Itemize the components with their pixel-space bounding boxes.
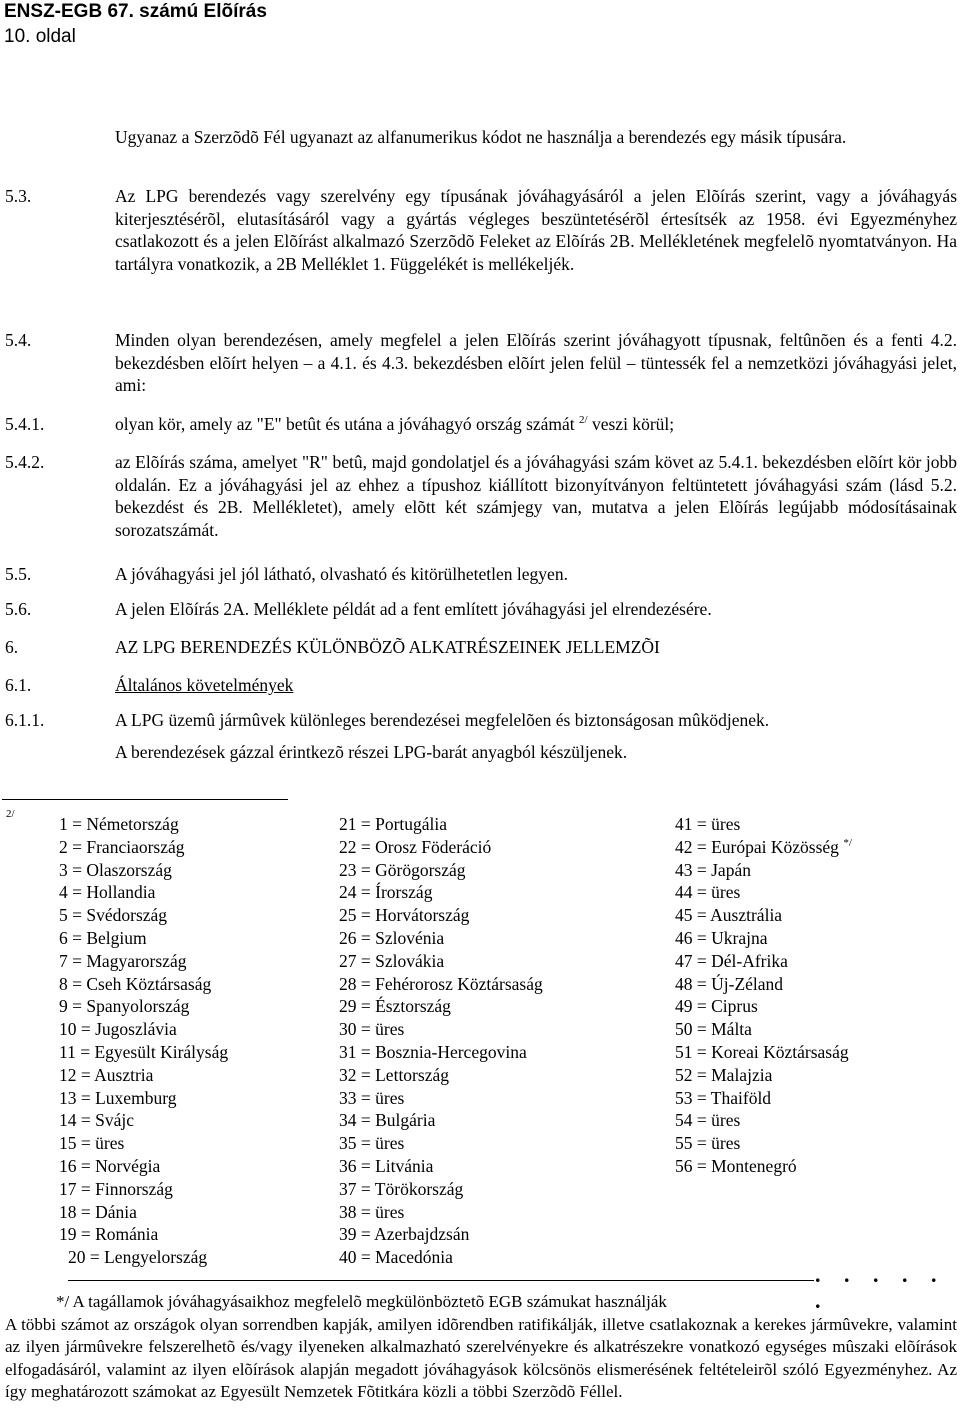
paragraph-number: 5.3.	[5, 186, 32, 206]
country-code-text: 2 = Franciaország	[59, 836, 185, 857]
country-code-entry	[675, 1109, 852, 1132]
country-code-entry	[339, 995, 543, 1018]
country-code-entry	[339, 1155, 543, 1178]
paragraph-number: 5.4.1.	[5, 414, 45, 434]
country-code-text: 47 = Dél-Afrika	[675, 950, 788, 971]
country-code-entry	[339, 1246, 543, 1269]
footnote-mark: 2/	[6, 808, 15, 820]
country-code-text: 22 = Orosz Föderáció	[339, 836, 492, 857]
country-code-text: 14 = Svájc	[59, 1110, 134, 1131]
country-code-entry	[675, 859, 852, 882]
country-code-entry	[59, 904, 228, 927]
footnote-reference[interactable]: */	[843, 836, 852, 849]
country-code-text: 19 = Románia	[59, 1224, 159, 1245]
country-code-text: 54 = üres	[675, 1110, 741, 1131]
footnote-separator	[2, 799, 288, 800]
country-code-entry	[59, 1087, 228, 1110]
country-code-text: 34 = Bulgária	[339, 1110, 436, 1131]
paragraph-number: 5.6.	[5, 599, 32, 619]
paragraph-number: 5.5.	[5, 564, 32, 584]
country-code-entry	[59, 1155, 228, 1178]
paragraph-number: 5.4.2.	[5, 452, 45, 472]
country-code-entry	[675, 813, 852, 836]
paragraph-text: az Elõírás száma, amelyet "R" betû, majd gondolatjel és a jóváhagyási szám követ az 5.4.1. bekezdésben elõírt kör jobb oldalán. Ez a jóváhagyási jel az ehhez a típushoz kiállított bizonyítványon feltüntetett jóváhagyási szám (lásd 5.2. bekezdést és 2B. Mellékletet), amely elõtt két számjegy van, mutatva a jelen Elõírás legújabb módosításainak sorozatszámát.	[115, 452, 957, 540]
country-code-text: 25 = Horvátország	[339, 905, 470, 926]
country-code-entry	[59, 1132, 228, 1155]
country-code-entry	[59, 1018, 228, 1041]
country-code-text: 43 = Japán	[675, 859, 751, 880]
country-code-text: 29 = Észtország	[339, 996, 451, 1017]
country-code-entry	[339, 904, 543, 927]
paragraph-text: Minden olyan berendezésen, amely megfelel a jelen Elõírás szerint jóváhagyott típusnak, feltûnõen és a fenti 4.2. bekezdésben elõírt helyen – a 4.1. és 4.3. bekezdésben elõírt jelen felül – tüntessék fel a nemzetközi jóváhagyási jelet, ami:	[115, 330, 957, 395]
country-code-text: 10 = Jugoszlávia	[59, 1019, 177, 1040]
section-number: 6.	[5, 637, 19, 657]
country-code-entry	[59, 1109, 228, 1132]
country-code-entry	[675, 1132, 852, 1155]
country-code-entry	[59, 813, 228, 836]
country-code-entry	[339, 1109, 543, 1132]
country-code-text: 24 = Írország	[339, 882, 433, 903]
country-code-entry	[339, 859, 543, 882]
paragraph-text: Ugyanaz a Szerzõdõ Fél ugyanazt az alfanumerikus kódot ne használja a berendezés egy másik típusára.	[115, 127, 847, 147]
country-code-text: 56 = Montenegró	[675, 1155, 797, 1176]
paragraph-5-3	[5, 185, 957, 275]
paragraph-number: 5.4.	[5, 330, 32, 350]
country-code-entry	[675, 836, 852, 859]
country-code-entry	[339, 1201, 543, 1224]
continuation-dots: . . . . . .	[815, 1262, 946, 1313]
footnote-paragraph: A többi számot az országok olyan sorrendben kapják, amilyen idõrendben ratifikálják, illetve csatlakoznak a kerekes jármûvekre, valamint az ilyen jármûvekre felszerelhetõ és/vagy ilyeneken alkalmazható szerelvényekre és alkatrészekre vonatkozó egységes mûszaki elõírások elfogadásáról, valamint az ilyen elõírások alapján megadott jóváhagyások kölcsönös elismerésének feltételeirõl szóló Egyezményhez. Az így meghatározott számokat az Egyesült Nemzetek Fõtitkára közli a többi Szerzõdõ Féllel.	[5, 1315, 957, 1401]
country-code-text: 1 = Németország	[59, 814, 179, 834]
country-code-text: 15 = üres	[59, 1133, 125, 1154]
paragraph-5-4-2	[5, 451, 957, 541]
country-code-entry	[59, 973, 228, 996]
section-heading-6-1	[5, 674, 957, 697]
country-code-entry	[675, 1064, 852, 1087]
country-code-text: 33 = üres	[339, 1087, 405, 1108]
country-code-text: 23 = Görögország	[339, 859, 466, 880]
paragraph-text-tail: veszi körül;	[587, 414, 675, 434]
country-code-text: 53 = Thaiföld	[675, 1087, 772, 1108]
country-code-entry	[675, 1155, 852, 1178]
country-code-entry	[59, 881, 228, 904]
footnote-note: */ A tagállamok jóváhagyásaikhoz megfelelõ megkülönböztetõ EGB számukat használják	[56, 1292, 667, 1311]
paragraph-number: 6.1.1.	[5, 710, 45, 730]
country-code-text: 52 = Malajzia	[675, 1064, 773, 1085]
country-code-entry	[339, 1087, 543, 1110]
paragraph-text	[115, 413, 957, 436]
country-code-text: 4 = Hollandia	[59, 882, 156, 903]
country-list-column-1	[59, 813, 228, 1269]
country-code-entry	[675, 950, 852, 973]
paragraph-continuation	[5, 126, 957, 149]
country-code-entry	[59, 950, 228, 973]
country-code-text: 8 = Cseh Köztársaság	[59, 973, 212, 994]
country-code-text: 36 = Litvánia	[339, 1155, 434, 1176]
paragraph-text-main: olyan kör, amely az "E" betût és utána a jóváhagyó ország számát	[115, 414, 575, 434]
country-code-text: 46 = Ukrajna	[675, 927, 768, 948]
paragraph-5-6	[5, 598, 957, 621]
paragraph-text: Az LPG berendezés vagy szerelvény egy típusának jóváhagyásáról a jelen Elõírás szerint, vagy a jóváhagyás kiterjesztésérõl, elutasításáról vagy a gyártás végleges beszüntetésérõl értesítsék az 1958. évi Egyezményhez csatlakozott és a jelen Elõírást alkalmazó Szerzõdõ Feleket az Elõírás 2B. Mellékletének megfelelõ nyomtatványon. Ha tartályra vonatkozik, a 2B Melléklet 1. Függelékét is mellékeljék.	[115, 186, 957, 274]
country-code-entry	[59, 995, 228, 1018]
country-code-text: 51 = Koreai Köztársaság	[675, 1041, 849, 1062]
country-code-entry	[59, 836, 228, 859]
country-code-text: 35 = üres	[339, 1133, 405, 1154]
country-code-text: 17 = Finnország	[59, 1178, 173, 1199]
country-code-text: 55 = üres	[675, 1133, 741, 1154]
footnote-line	[68, 1280, 814, 1281]
paragraph-6-1-1	[5, 709, 957, 763]
country-code-entry	[59, 1246, 228, 1269]
country-code-entry	[59, 1178, 228, 1201]
country-code-text: 9 = Spanyolország	[59, 996, 190, 1017]
country-code-entry	[339, 1041, 543, 1064]
country-code-text: 20 = Lengyelország	[68, 1247, 208, 1268]
country-code-text: 27 = Szlovákia	[339, 950, 445, 971]
country-code-entry	[59, 1041, 228, 1064]
country-code-entry	[339, 927, 543, 950]
paragraph-text: A jelen Elõírás 2A. Melléklete példát ad a fent említett jóváhagyási jel elrendezésére.	[115, 599, 712, 619]
country-code-entry	[59, 1201, 228, 1224]
country-code-entry	[339, 1132, 543, 1155]
country-code-text: 38 = üres	[339, 1201, 405, 1222]
country-code-entry	[675, 904, 852, 927]
country-code-text: 13 = Luxemburg	[59, 1087, 177, 1108]
country-code-entry	[339, 1018, 543, 1041]
section-title: AZ LPG BERENDEZÉS KÜLÖNBÖZÕ ALKATRÉSZEINEK JELLEMZÕI	[115, 637, 660, 657]
paragraph-text-2: A berendezések gázzal érintkezõ részei LPG-barát anyagból készüljenek.	[115, 741, 628, 762]
paragraph-text: A LPG üzemû jármûvek különleges berendezései megfelelõen és biztonságosan mûködjenek.	[115, 710, 770, 730]
country-code-entry	[339, 881, 543, 904]
paragraph-text: A jóváhagyási jel jól látható, olvasható és kitörülhetetlen legyen.	[115, 564, 568, 584]
country-code-entry	[339, 1178, 543, 1201]
country-code-text: 31 = Bosznia-Hercegovina	[339, 1041, 527, 1062]
country-code-text: 28 = Fehérorosz Köztársaság	[339, 973, 543, 994]
country-code-text: 42 = Európai Közösség	[675, 836, 839, 857]
country-code-text: 41 = üres	[675, 814, 741, 834]
country-code-text: 50 = Málta	[675, 1019, 752, 1040]
country-code-entry	[339, 1064, 543, 1087]
country-code-entry	[59, 1223, 228, 1246]
paragraph-5-4	[5, 329, 957, 397]
country-code-entry	[675, 1087, 852, 1110]
country-code-entry	[675, 1018, 852, 1041]
country-code-entry	[339, 836, 543, 859]
country-code-entry	[339, 973, 543, 996]
country-code-text: 26 = Szlovénia	[339, 927, 445, 948]
country-code-text: 12 = Ausztria	[59, 1064, 154, 1085]
country-code-entry	[675, 881, 852, 904]
country-code-text: 48 = Új-Zéland	[675, 973, 784, 994]
country-code-entry	[339, 950, 543, 973]
country-code-text: 16 = Norvégia	[59, 1155, 161, 1176]
country-code-text: 6 = Belgium	[59, 927, 147, 948]
country-list-column-2	[339, 813, 543, 1269]
country-code-text: 45 = Ausztrália	[675, 905, 783, 926]
country-code-text: 11 = Egyesült Királyság	[59, 1041, 229, 1062]
paragraph-5-4-1	[5, 413, 957, 436]
country-code-entry	[675, 1041, 852, 1064]
country-code-text: 49 = Ciprus	[675, 996, 758, 1017]
country-code-entry	[59, 1064, 228, 1087]
country-code-entry	[339, 1223, 543, 1246]
country-code-text: 3 = Olaszország	[59, 859, 172, 880]
country-code-text: 5 = Svédország	[59, 905, 168, 926]
country-code-text: 39 = Azerbajdzsán	[339, 1224, 470, 1245]
country-code-text: 40 = Macedónia	[339, 1247, 453, 1268]
country-code-entry	[675, 927, 852, 950]
country-code-entry	[675, 973, 852, 996]
country-code-text: 21 = Portugália	[339, 814, 448, 834]
document-title: ENSZ-EGB 67. számú Elõírás	[4, 1, 267, 22]
country-code-text: 44 = üres	[675, 882, 741, 903]
section-number: 6.1.	[5, 675, 32, 695]
country-code-entry	[675, 995, 852, 1018]
country-code-text: 18 = Dánia	[59, 1201, 137, 1222]
footnote-reference[interactable]: 2/	[579, 414, 588, 427]
country-code-entry	[59, 859, 228, 882]
country-code-text: 30 = üres	[339, 1019, 405, 1040]
page-number: 10. oldal	[4, 26, 76, 47]
country-code-text: 7 = Magyarország	[59, 950, 187, 971]
country-code-entry	[339, 813, 543, 836]
section-heading-6	[5, 636, 957, 659]
section-title: Általános követelmények	[115, 675, 294, 695]
paragraph-5-5	[5, 563, 957, 586]
country-code-text: 37 = Törökország	[339, 1178, 464, 1199]
country-code-text: 32 = Lettország	[339, 1064, 449, 1085]
country-list-column-3	[675, 813, 852, 1178]
country-code-entry	[59, 927, 228, 950]
